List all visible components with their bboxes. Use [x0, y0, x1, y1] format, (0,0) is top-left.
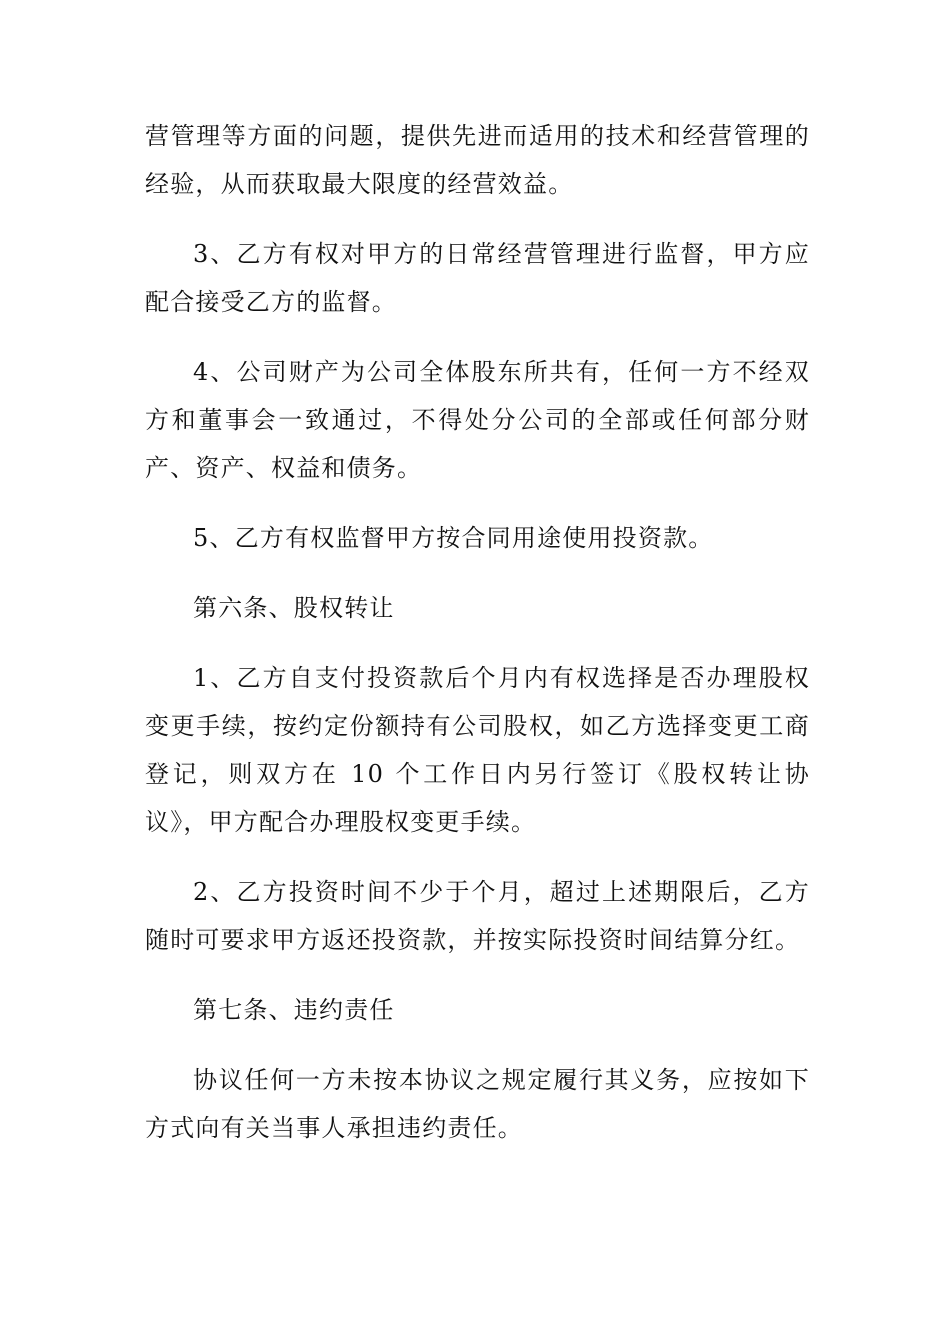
paragraph-continuation: 营管理等方面的问题，提供先进而适用的技术和经营管理的经验，从而获取最大限度的经营效益。	[145, 122, 810, 198]
article-7-body: 协议任何一方未按本协议之规定履行其义务，应按如下方式向有关当事人承担违约责任。	[145, 1066, 810, 1142]
clause-3: 3、乙方有权对甲方的日常经营管理进行监督，甲方应配合接受乙方的监督。	[145, 240, 810, 316]
article-6-heading: 第六条、股权转让	[193, 594, 395, 622]
article-7-heading: 第七条、违约责任	[193, 996, 395, 1024]
clause-5: 5、乙方有权监督甲方按合同用途使用投资款。	[193, 524, 714, 552]
document-body	[145, 112, 810, 1174]
article-6-clause-1: 1、乙方自支付投资款后个月内有权选择是否办理股权变更手续，按约定份额持有公司股权，如乙方选择变更工商登记，则双方在 10 个工作日内另行签订《股权转让协议》，甲方配合办理股权变更手续。	[145, 664, 810, 836]
clause-4: 4、公司财产为公司全体股东所共有，任何一方不经双方和董事会一致通过，不得处分公司的全部或任何部分财产、资产、权益和债务。	[145, 358, 810, 482]
article-6-clause-2: 2、乙方投资时间不少于个月，超过上述期限后，乙方随时可要求甲方返还投资款，并按实际投资时间结算分红。	[145, 878, 810, 954]
